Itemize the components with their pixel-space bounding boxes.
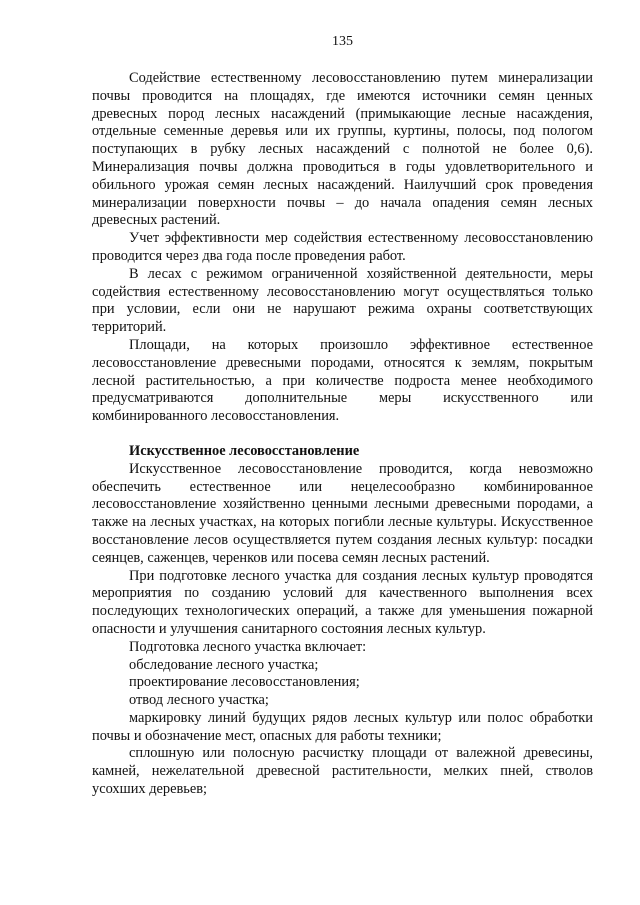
paragraph-limited-activity-forests: В лесах с режимом ограниченной хозяйственной деятельности, меры содействия естественному лесовосстановлению могут осуществляться только при условии, если они не нарушают режима охраны соответствующих территорий. — [92, 265, 593, 336]
section-gap — [92, 426, 593, 443]
paragraph-effective-regeneration: Площади, на которых произошло эффективное естественное лесовосстановление древесными породами, относятся к землям, покрытым лесной растительностью, а при количестве подроста менее необходимого предусматриваются дополнительные меры искусственного или комбинированного лесовосстановления. — [92, 336, 593, 425]
paragraph-preparation-includes: Подготовка лесного участка включает: — [129, 638, 367, 655]
list-item: проектирование лесовосстановления; — [129, 674, 360, 691]
list-item: сплошную или полосную расчистку площади от валежной древесины, камней, нежелательной древесной растительности, мелких пней, стволов усохших деревьев; — [92, 745, 593, 798]
section-heading: Искусственное лесовосстановление — [129, 442, 360, 459]
list-item: отвод лесного участка; — [129, 692, 269, 709]
paragraph-mineralization: Содействие естественному лесовосстановлению путем минерализации почвы проводится на площадях, где имеются источники семян ценных древесных пород лесных насаждений (примыкающие лесные насаждения, отдельные семенные деревья или их группы, куртины, полосы, под пологом поступающих в рубку лесных насаждений с полнотой не более 0,6). Минерализация почвы должна проводиться в годы удовлетворительного и обильного урожая семян лесных насаждений. Наилучший срок проведения минерализации поверхности почвы – до начала опадения семян лесных древесных растений. — [92, 70, 593, 229]
paragraph-efficiency-accounting: Учет эффективности мер содействия естественному лесовосстановлению проводится через два года после проведения работ. — [92, 230, 593, 264]
paragraph-site-preparation: При подготовке лесного участка для создания лесных культур проводятся мероприятия по созданию условий для качественного выполнения всех последующих технологических операций, а также для уменьшения пожарной опасности и улучшения санитарного состояния лесных культур. — [92, 567, 593, 637]
list-item: обследование лесного участка; — [129, 656, 319, 673]
paragraph-artificial-regeneration: Искусственное лесовосстановление проводится, когда невозможно обеспечить естественное или нецелесообразно комбинированное лесовосстановление хозяйственно ценными лесными древесными породами, а также на лесных участках, на которых погибли лесные культуры. Искусственное восстановление лесов осуществляется путем создания лесных культур: посадки сеянцев, саженцев, черенков или посева семян лесных растений. — [92, 460, 593, 566]
page-number: 135 — [332, 34, 353, 49]
list-item: маркировку линий будущих рядов лесных культур или полос обработки почвы и обозначение мест, опасных для работы техники; — [92, 709, 593, 744]
